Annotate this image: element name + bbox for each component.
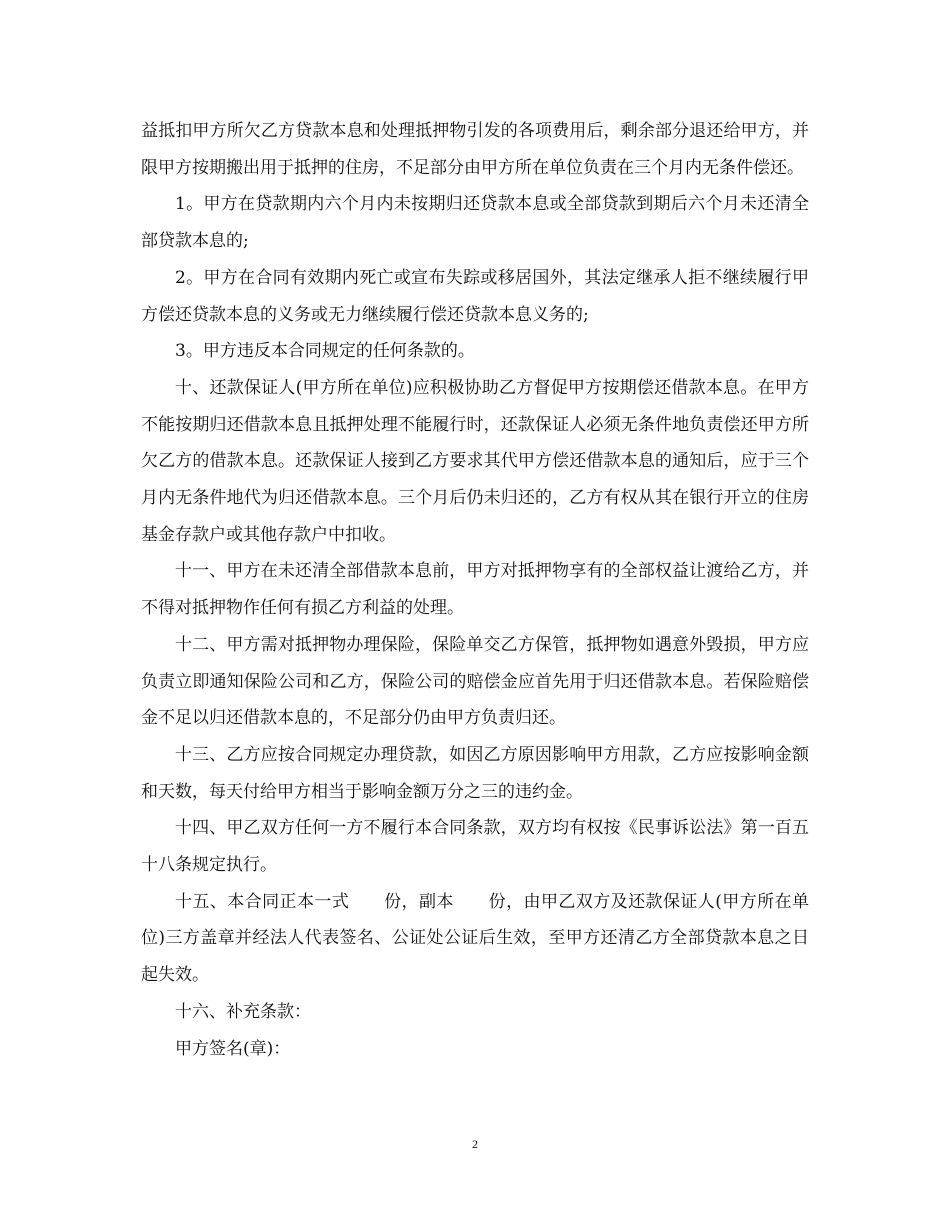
clause-14: 十四、甲乙双方任何一方不履行本合同条款，双方均有权按《民事诉讼法》第一百五十八条规定执行。 bbox=[141, 818, 809, 876]
signature-line-party-a: 甲方签名(章)： bbox=[175, 1038, 291, 1059]
document-body bbox=[141, 113, 809, 1067]
page-number: 2 bbox=[472, 1137, 478, 1151]
paragraph-item-3: 3。甲方违反本合同规定的任何条款的。 bbox=[175, 341, 475, 362]
paragraph-continuation: 益抵扣甲方所欠乙方贷款本息和处理抵押物引发的各项费用后，剩余部分退还给甲方，并限甲方按期搬出用于抵押的住房，不足部分由甲方所在单位负责在三个月内无条件偿还。 bbox=[141, 121, 809, 178]
clause-12: 十二、甲方需对抵押物办理保险，保险单交乙方保管，抵押物如遇意外毁损，甲方应负责立即通知保险公司和乙方，保险公司的赔偿金应首先用于归还借款本息。若保险赔偿金不足以归还借款本息的，不足部分仍由甲方负责归还。 bbox=[141, 634, 809, 729]
clause-15: 十五、本合同正本一式 份，副本 份，由甲乙双方及还款保证人(甲方所在单位)三方盖章并经法人代表签名、公证处公证后生效，至甲方还清乙方全部贷款本息之日起失效。 bbox=[141, 891, 809, 986]
clause-13: 十三、乙方应按合同规定办理贷款，如因乙方原因影响甲方用款，乙方应按影响金额和天数，每天付给甲方相当于影响金额万分之三的违约金。 bbox=[141, 744, 809, 802]
paragraph-item-2: 2。甲方在合同有效期内死亡或宣布失踪或移居国外，其法定继承人拒不继续履行甲方偿还贷款本息的义务或无力继续履行偿还贷款本息义务的; bbox=[141, 267, 809, 325]
clause-10: 十、还款保证人(甲方所在单位)应积极协助乙方督促甲方按期偿还借款本息。在甲方不能按期归还借款本息且抵押处理不能履行时，还款保证人必须无条件地负责偿还甲方所欠乙方的借款本息。还款保证人接到乙方要求其代甲方偿还借款本息的通知后，应于三个月内无条件地代为归还借款本息。三个月后仍未归还的，乙方有权从其在银行开立的住房基金存款户或其他存款户中扣收。 bbox=[141, 377, 809, 545]
paragraph-item-1: 1。甲方在贷款期内六个月内未按期归还贷款本息或全部贷款到期后六个月未还清全部贷款本息的; bbox=[141, 194, 809, 252]
clause-16: 十六、补充条款： bbox=[175, 1001, 311, 1022]
clause-11: 十一、甲方在未还清全部借款本息前，甲方对抵押物享有的全部权益让渡给乙方，并不得对抵押物作任何有损乙方利益的处理。 bbox=[141, 561, 809, 619]
